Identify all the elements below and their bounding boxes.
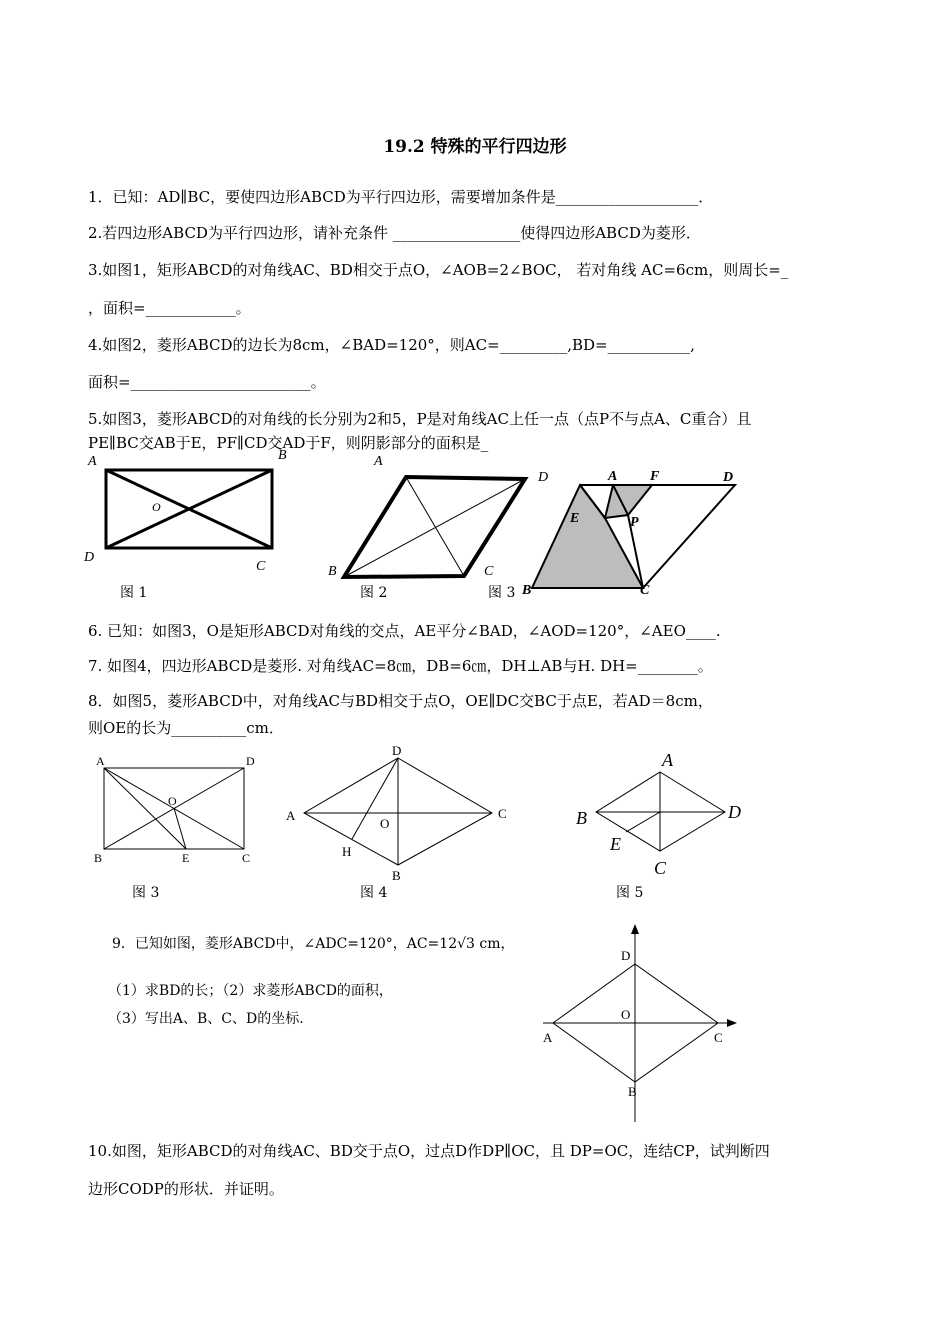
question-4-cont: 面积=________________________。 bbox=[88, 373, 326, 391]
page-title: 19.2 特殊的平行四边形 bbox=[383, 137, 567, 157]
question-8-cont: 则OE的长为__________cm． bbox=[88, 719, 284, 737]
figure-label: C bbox=[654, 858, 667, 878]
figure-label: D bbox=[728, 802, 741, 822]
figure-label: H bbox=[342, 844, 352, 859]
figure-label: C bbox=[498, 806, 507, 821]
label-A: A bbox=[88, 454, 97, 469]
figure-label: O bbox=[621, 1007, 631, 1022]
figure-label: C bbox=[242, 851, 251, 865]
figure-label: E bbox=[182, 851, 190, 865]
figure-label: A bbox=[286, 808, 296, 823]
caption-fig1: 图 1 bbox=[120, 585, 148, 601]
figure-label: B bbox=[94, 851, 103, 865]
caption-fig3b: 图 3 bbox=[132, 885, 160, 901]
figure-label: F bbox=[650, 469, 660, 484]
question-3: 3.如图1，矩形ABCD的对角线AC、BD相交于点O，∠AOB=2∠BOC， 若对角线 AC=6cm，则周长=_ bbox=[88, 261, 789, 279]
question-2: 2.若四边形ABCD为平行四边形，请补充条件 _________________使得四边形ABCD为菱形． bbox=[88, 224, 701, 242]
figure-label: O bbox=[380, 816, 390, 831]
figure-label: E bbox=[570, 511, 580, 526]
question-10-cont: 边形CODP的形状．并证明。 bbox=[88, 1180, 284, 1198]
figure-label: B bbox=[392, 868, 401, 883]
label-O: O bbox=[152, 500, 161, 514]
figure-label: D bbox=[246, 754, 255, 768]
label-D: D bbox=[84, 550, 95, 565]
figure-label: A bbox=[96, 754, 105, 768]
question-8: 8．如图5，菱形ABCD中，对角线AC与BD相交于点O，OE∥DC交BC于点E，若AD＝8cm， bbox=[88, 692, 713, 710]
caption-fig3a: 图 3 bbox=[488, 585, 516, 601]
question-5-cont: PE∥BC交AB于E，PF∥CD交AD于F，则阴影部分的面积是_ bbox=[88, 434, 489, 452]
figure-label: D bbox=[392, 743, 402, 758]
figure-label: C bbox=[640, 583, 650, 598]
caption-fig2: 图 2 bbox=[360, 585, 388, 601]
figure-label: O bbox=[168, 794, 177, 808]
figure-3-shaded bbox=[520, 460, 745, 598]
figure-5-rhombus bbox=[570, 748, 750, 878]
figure-label: A bbox=[543, 1030, 553, 1045]
figure-label: D bbox=[723, 470, 734, 485]
figure-label: E bbox=[610, 834, 621, 854]
question-10: 10.如图，矩形ABCD的对角线AC、BD交于点O，过点D作DP∥OC，且 DP=OC，连结CP，试判断四 bbox=[88, 1142, 770, 1160]
question-7: 7. 如图4，四边形ABCD是菱形. 对角线AC=8㎝，DB=6㎝，DH⊥AB与H. DH=________。 bbox=[88, 657, 713, 675]
label-C: C bbox=[256, 559, 266, 574]
figure-2-rhombus bbox=[322, 448, 552, 583]
label-B: B bbox=[278, 448, 287, 463]
question-4: 4.如图2，菱形ABCD的边长为8cm，∠BAD=120°，则AC=_________,BD=___________, bbox=[88, 336, 695, 354]
figure-label: D bbox=[621, 948, 631, 963]
figure-label: B bbox=[522, 583, 532, 598]
question-6: 6. 已知：如图3，O是矩形ABCD对角线的交点，AE平分∠BAD，∠AOD=120°，∠AEO____. bbox=[88, 622, 721, 640]
caption-fig5: 图 5 bbox=[616, 885, 644, 901]
question-5: 5.如图3，菱形ABCD的对角线的长分别为2和5，P是对角线AC上任一点（点P不与点A、C重合）且 bbox=[88, 410, 752, 428]
figure-label: B bbox=[328, 564, 337, 579]
figure-3-rectangle bbox=[90, 750, 270, 870]
question-1: 1．已知：AD∥BC，要使四边形ABCD为平行四边形，需要增加条件是___________________． bbox=[88, 188, 714, 206]
figure-label: A bbox=[374, 454, 383, 469]
figure-label: P bbox=[630, 515, 639, 530]
figure-label: A bbox=[608, 469, 618, 484]
figure-9-coordinate-rhombus bbox=[535, 922, 750, 1127]
figure-label: C bbox=[484, 564, 494, 579]
figure-label: B bbox=[576, 808, 587, 828]
figure-label: B bbox=[628, 1084, 637, 1099]
caption-fig4: 图 4 bbox=[360, 885, 388, 901]
figure-label: A bbox=[662, 750, 673, 770]
figure-label: D bbox=[538, 470, 549, 485]
question-9-part3: （3）写出A、B、C、D的坐标. bbox=[108, 1011, 304, 1027]
question-9: 9．已知如图，菱形ABCD中，∠ADC=120°，AC=12√3 cm， bbox=[112, 936, 515, 952]
figure-1-rectangle bbox=[80, 448, 290, 578]
figure-label: C bbox=[714, 1030, 723, 1045]
question-9-part1: （1）求BD的长；（2）求菱形ABCD的面积， bbox=[108, 983, 393, 999]
figure-4-rhombus bbox=[282, 740, 522, 890]
question-3-cont: ，面积=____________。 bbox=[88, 299, 251, 317]
